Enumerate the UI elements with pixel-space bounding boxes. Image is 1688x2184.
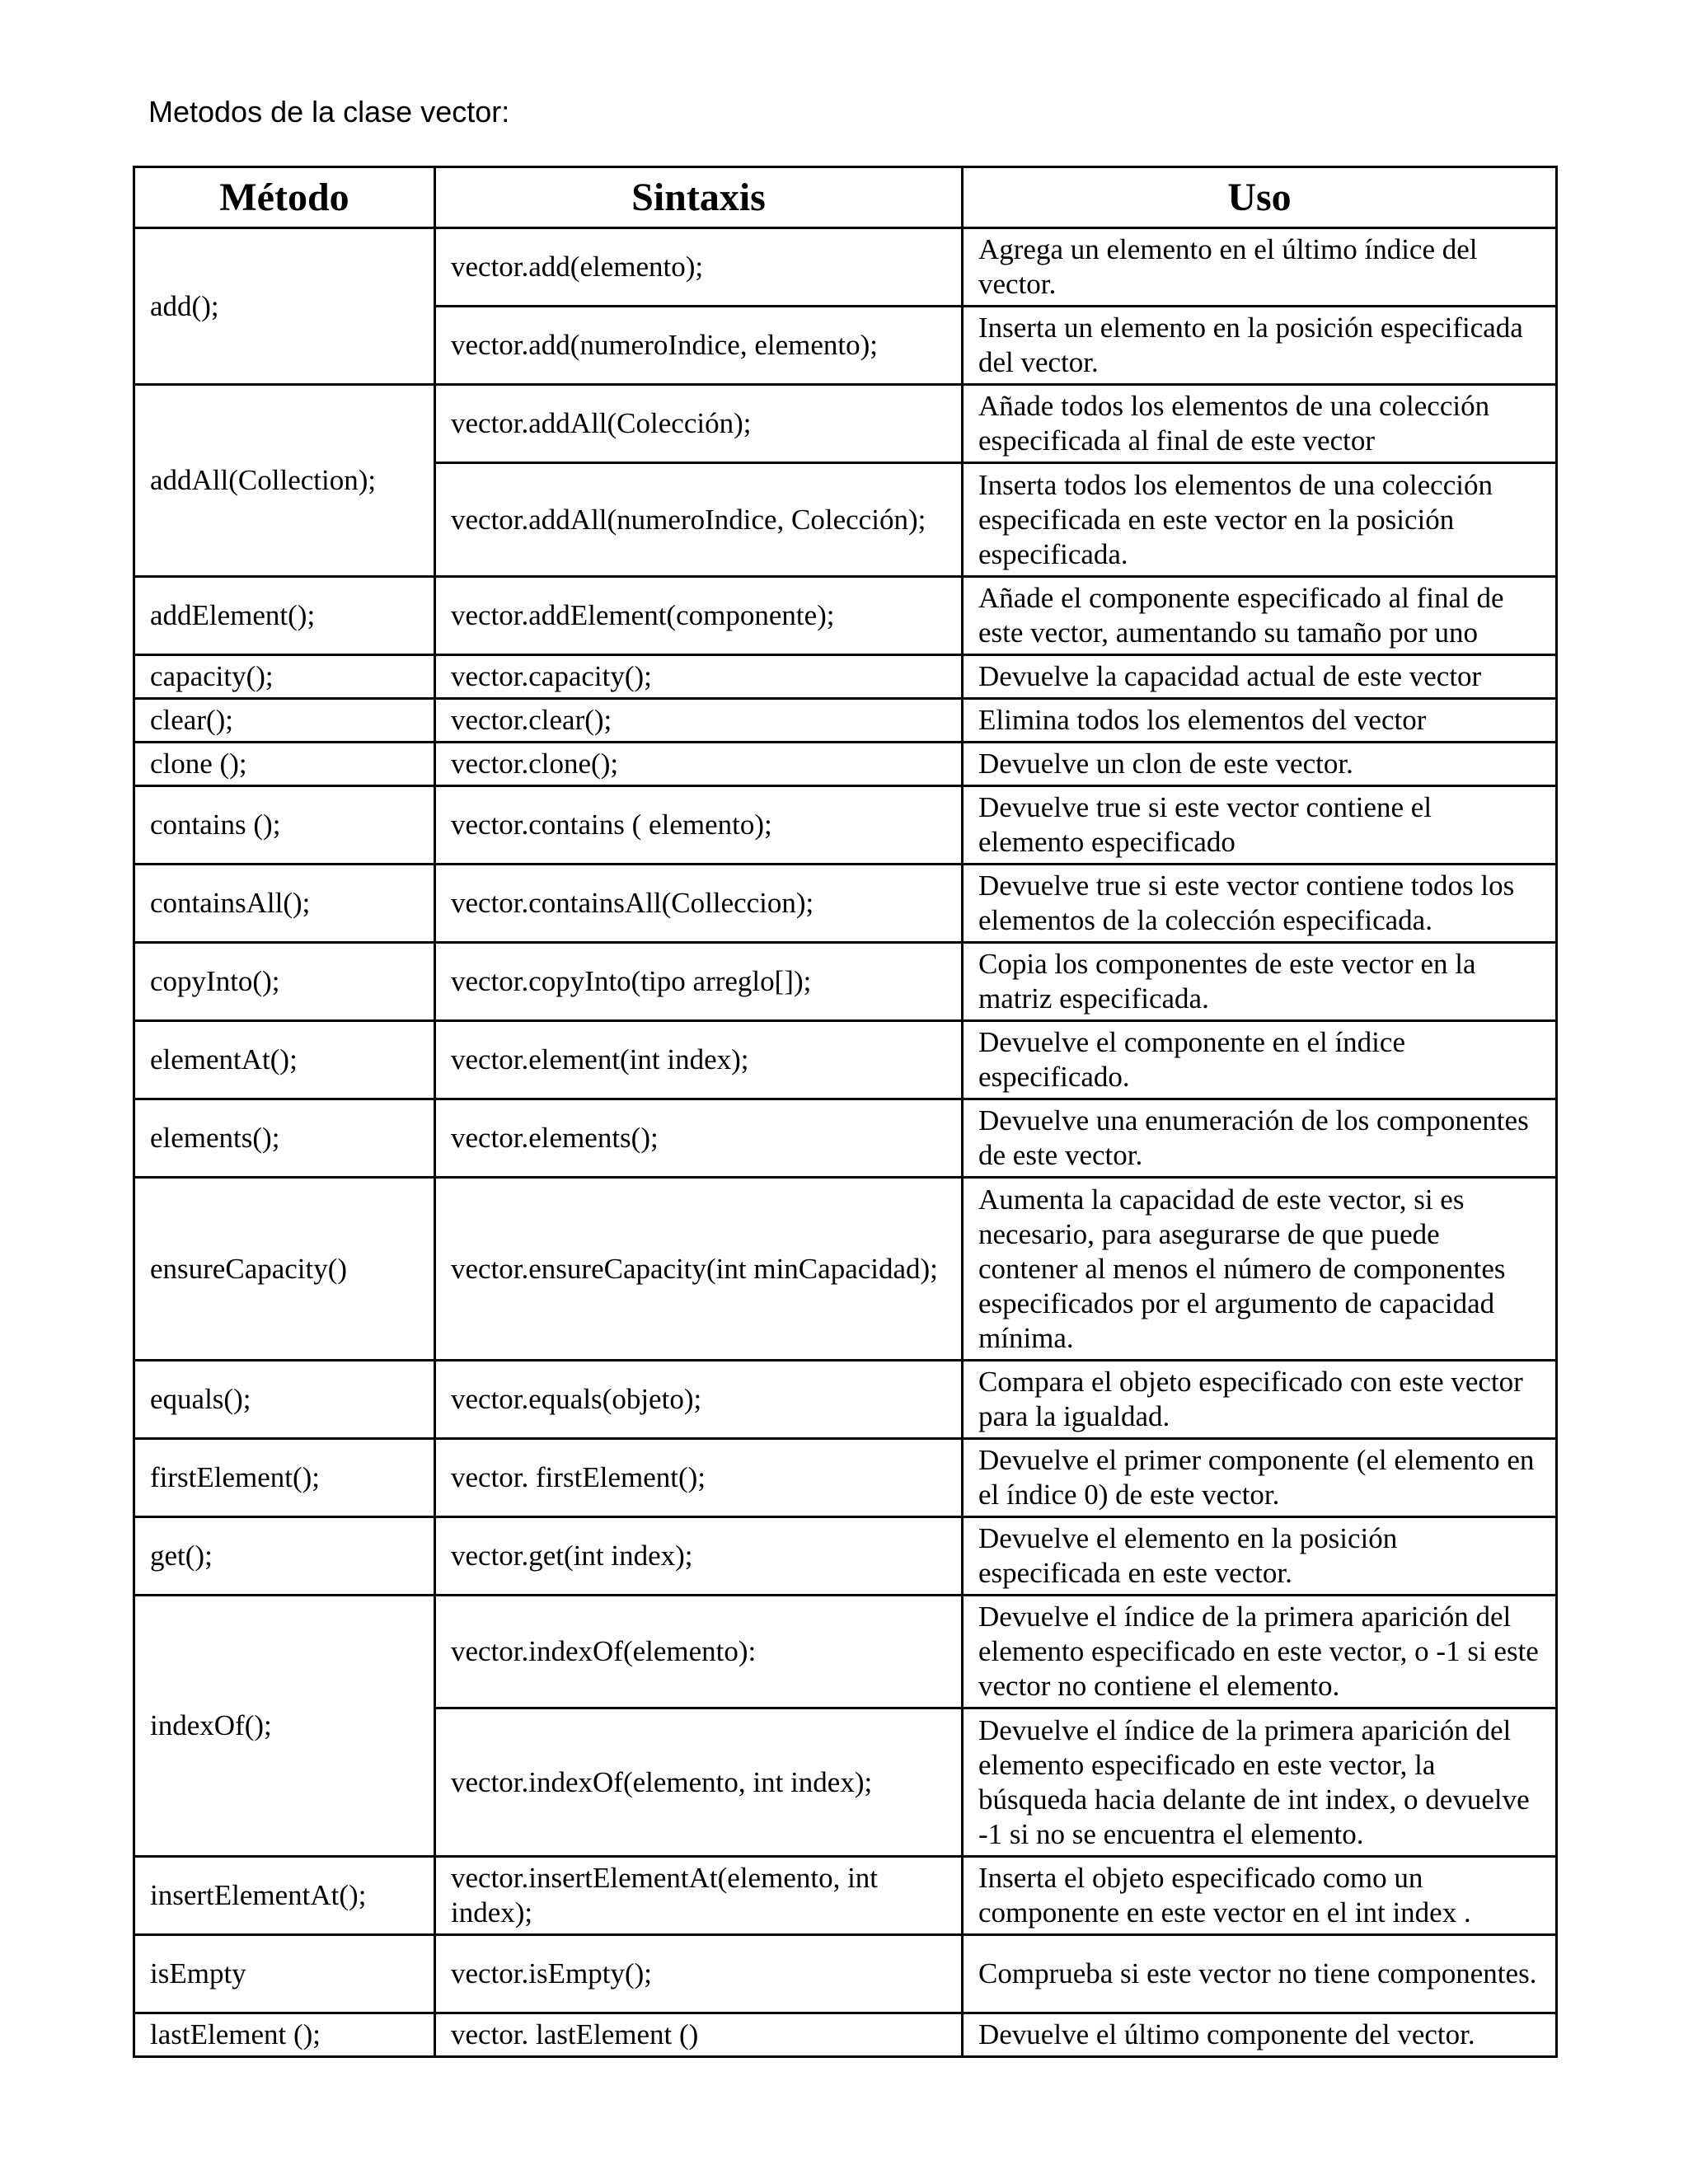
- use-cell: Devuelve el elemento en la posición especificada en este vector.: [963, 1517, 1557, 1596]
- syntax-cell: vector.containsAll(Colleccion);: [435, 865, 963, 943]
- table-row: [134, 2013, 1557, 2057]
- table-row: [134, 385, 1557, 463]
- table-row: [134, 655, 1557, 699]
- syntax-cell: vector.equals(objeto);: [435, 1361, 963, 1439]
- method-cell: addAll(Collection);: [134, 385, 435, 577]
- syntax-cell: vector.indexOf(elemento, int index);: [435, 1708, 963, 1857]
- use-cell: Devuelve un clon de este vector.: [963, 743, 1557, 786]
- table-row: [134, 1021, 1557, 1099]
- method-cell: firstElement();: [134, 1439, 435, 1517]
- method-cell: isEmpty: [134, 1935, 435, 2013]
- method-cell: capacity();: [134, 655, 435, 699]
- use-cell: Inserta el objeto especificado como un componente en este vector en el int index .: [963, 1857, 1557, 1935]
- method-cell: elementAt();: [134, 1021, 435, 1099]
- table-row: [134, 228, 1557, 307]
- header-use: Uso: [963, 167, 1557, 228]
- syntax-cell: vector.clear();: [435, 699, 963, 743]
- syntax-cell: vector.element(int index);: [435, 1021, 963, 1099]
- method-cell: lastElement ();: [134, 2013, 435, 2057]
- table-row: [134, 743, 1557, 786]
- table-row: [134, 865, 1557, 943]
- method-cell: copyInto();: [134, 943, 435, 1021]
- use-cell: Añade todos los elementos de una colección especificada al final de este vector: [963, 385, 1557, 463]
- use-cell: Devuelve el índice de la primera aparición del elemento especificado en este vector, o -1 si este vector no contiene el elemento.: [963, 1596, 1557, 1708]
- syntax-cell: vector.elements();: [435, 1099, 963, 1178]
- use-cell: Copia los componentes de este vector en la matriz especificada.: [963, 943, 1557, 1021]
- table-row: [134, 577, 1557, 655]
- use-cell: Devuelve true si este vector contiene todos los elementos de la colección especificada.: [963, 865, 1557, 943]
- syntax-cell: vector.add(numeroIndice, elemento);: [435, 307, 963, 385]
- method-cell: get();: [134, 1517, 435, 1596]
- use-cell: Aumenta la capacidad de este vector, si es necesario, para asegurarse de que puede contener al menos el número de componentes especificados por el argumento de capacidad mínima.: [963, 1178, 1557, 1361]
- table-row: [134, 1439, 1557, 1517]
- syntax-cell: vector.ensureCapacity(int minCapacidad);: [435, 1178, 963, 1361]
- table-row: [134, 699, 1557, 743]
- use-cell: Elimina todos los elementos del vector: [963, 699, 1557, 743]
- syntax-cell: vector.capacity();: [435, 655, 963, 699]
- syntax-cell: vector. lastElement (): [435, 2013, 963, 2057]
- header-method: Método: [134, 167, 435, 228]
- method-cell: add();: [134, 228, 435, 385]
- page-heading: Metodos de la clase vector:: [148, 95, 510, 129]
- method-cell: indexOf();: [134, 1596, 435, 1857]
- use-cell: Devuelve la capacidad actual de este vector: [963, 655, 1557, 699]
- method-cell: addElement();: [134, 577, 435, 655]
- use-cell: Devuelve el índice de la primera aparición del elemento especificado en este vector, la búsqueda hacia delante de int index, o devuelve -1 si no se encuentra el elemento.: [963, 1708, 1557, 1857]
- table-row: [134, 1857, 1557, 1935]
- table-row: [134, 1099, 1557, 1178]
- syntax-cell: vector.addAll(numeroIndice, Colección);: [435, 463, 963, 577]
- header-row: [134, 167, 1557, 228]
- table-row: [134, 1517, 1557, 1596]
- table-row: [134, 1935, 1557, 2013]
- syntax-cell: vector.get(int index);: [435, 1517, 963, 1596]
- syntax-cell: vector.addAll(Colección);: [435, 385, 963, 463]
- syntax-cell: vector.indexOf(elemento):: [435, 1596, 963, 1708]
- syntax-cell: vector.contains ( elemento);: [435, 786, 963, 865]
- method-cell: elements();: [134, 1099, 435, 1178]
- method-cell: clear();: [134, 699, 435, 743]
- syntax-cell: vector.clone();: [435, 743, 963, 786]
- use-cell: Devuelve el componente en el índice especificado.: [963, 1021, 1557, 1099]
- syntax-cell: vector.isEmpty();: [435, 1935, 963, 2013]
- use-cell: Inserta un elemento en la posición especificada del vector.: [963, 307, 1557, 385]
- syntax-cell: vector. firstElement();: [435, 1439, 963, 1517]
- table-row: [134, 1361, 1557, 1439]
- use-cell: Devuelve el primer componente (el elemento en el índice 0) de este vector.: [963, 1439, 1557, 1517]
- table-row: [134, 943, 1557, 1021]
- syntax-cell: vector.copyInto(tipo arreglo[]);: [435, 943, 963, 1021]
- use-cell: Devuelve una enumeración de los componentes de este vector.: [963, 1099, 1557, 1178]
- use-cell: Agrega un elemento en el último índice del vector.: [963, 228, 1557, 307]
- use-cell: Devuelve el último componente del vector.: [963, 2013, 1557, 2057]
- method-cell: clone ();: [134, 743, 435, 786]
- syntax-cell: vector.add(elemento);: [435, 228, 963, 307]
- methods-table: [133, 166, 1558, 2058]
- table-row: [134, 1596, 1557, 1708]
- use-cell: Inserta todos los elementos de una colección especificada en este vector en la posición especificada.: [963, 463, 1557, 577]
- use-cell: Añade el componente especificado al final de este vector, aumentando su tamaño por uno: [963, 577, 1557, 655]
- header-syntax: Sintaxis: [435, 167, 963, 228]
- method-cell: equals();: [134, 1361, 435, 1439]
- table-row: [134, 786, 1557, 865]
- method-cell: containsAll();: [134, 865, 435, 943]
- use-cell: Devuelve true si este vector contiene el elemento especificado: [963, 786, 1557, 865]
- method-cell: ensureCapacity(): [134, 1178, 435, 1361]
- syntax-cell: vector.addElement(componente);: [435, 577, 963, 655]
- table-row: [134, 1178, 1557, 1361]
- use-cell: Compara el objeto especificado con este vector para la igualdad.: [963, 1361, 1557, 1439]
- syntax-cell: vector.insertElementAt(elemento, int index);: [435, 1857, 963, 1935]
- use-cell: Comprueba si este vector no tiene componentes.: [963, 1935, 1557, 2013]
- method-cell: contains ();: [134, 786, 435, 865]
- method-cell: insertElementAt();: [134, 1857, 435, 1935]
